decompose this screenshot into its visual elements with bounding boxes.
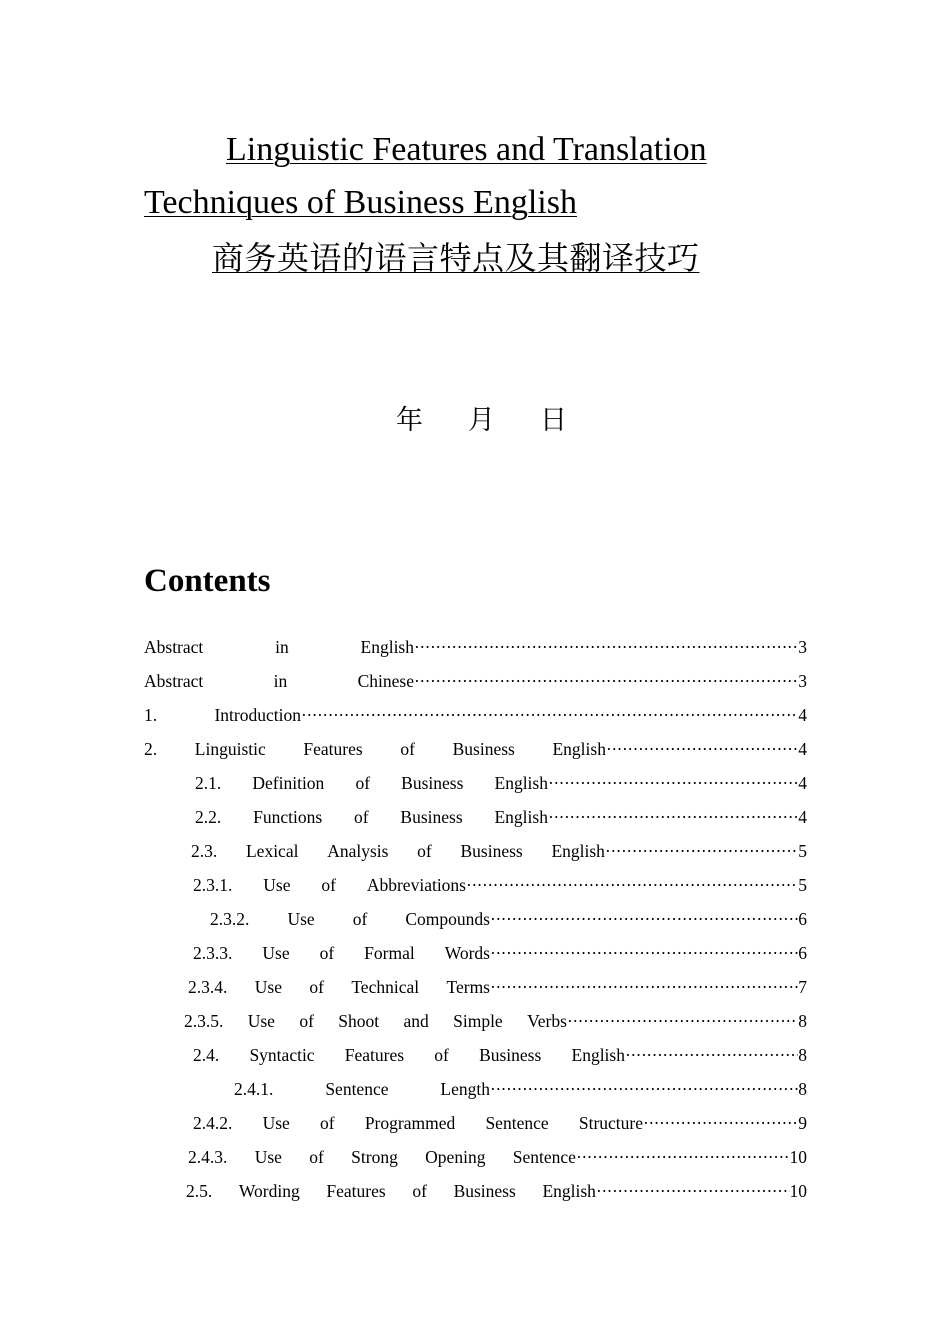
toc-dot-leader: [596, 1181, 790, 1202]
toc-dot-leader: [576, 1147, 790, 1168]
toc-entry-word: Use: [247, 1010, 275, 1031]
toc-entry-word: Simple: [453, 1010, 503, 1031]
toc-entry[interactable]: [144, 630, 807, 664]
toc-entry-word: English: [542, 1180, 596, 1201]
toc-entry-word: of: [320, 1112, 335, 1133]
toc-entry-word: Introduction: [214, 704, 301, 725]
toc-page-number: 8: [798, 1078, 807, 1099]
toc-page-number: 8: [798, 1044, 807, 1065]
toc-entry-word: Technical: [351, 976, 420, 997]
toc-entry[interactable]: [193, 1106, 807, 1140]
toc-entry-word: of: [355, 772, 371, 793]
toc-page-number: 5: [798, 874, 807, 895]
toc-entry-word: of: [417, 840, 432, 861]
toc-entry-word: Business: [400, 806, 463, 827]
toc-entry-word: Formal: [364, 942, 415, 963]
toc-entry-word: English: [360, 636, 414, 657]
toc-entry[interactable]: [144, 664, 807, 698]
toc-entry-word: of: [309, 976, 324, 997]
toc-entry-word: Use: [263, 874, 291, 895]
toc-entry[interactable]: [144, 698, 807, 732]
toc-entry-word: Business: [460, 840, 523, 861]
toc-entry-word: in: [275, 636, 289, 657]
toc-entry-word: 2.5.: [186, 1180, 213, 1201]
toc-entry-word: Terms: [446, 976, 490, 997]
toc-entry-word: of: [353, 806, 369, 827]
toc-entry-word: Analysis: [327, 840, 389, 861]
toc-page-number: 7: [798, 976, 807, 997]
title-line-2: Techniques of Business English: [144, 184, 577, 221]
toc-entry-word: Use: [262, 1112, 290, 1133]
toc-entry-word: of: [412, 1180, 427, 1201]
toc-entry-word: Programmed: [364, 1112, 456, 1133]
toc-entry-title: [234, 1079, 490, 1100]
toc-entry-title: [144, 671, 414, 692]
toc-entry-word: Linguistic: [194, 738, 266, 759]
toc-entry-word: Business: [453, 1180, 516, 1201]
toc-entry[interactable]: [195, 800, 807, 834]
toc-entry-title: [195, 773, 548, 794]
toc-entry-word: English: [551, 840, 605, 861]
toc-entry-word: Features: [326, 1180, 386, 1201]
toc-entry-title: [186, 1181, 596, 1202]
toc-entry[interactable]: [188, 1140, 807, 1174]
toc-entry-word: 2.2.: [195, 806, 222, 827]
toc-entry-word: and: [403, 1010, 429, 1031]
toc-entry-word: 2.4.3.: [188, 1146, 228, 1167]
toc-dot-leader: [606, 739, 798, 760]
toc-entry[interactable]: [234, 1072, 807, 1106]
toc-page-number: 4: [798, 772, 807, 793]
toc-entry-word: Business: [479, 1044, 542, 1065]
toc-entry-title: [191, 841, 605, 862]
toc-entry[interactable]: [186, 1174, 807, 1208]
toc-entry-word: Sentence: [485, 1112, 549, 1133]
toc-dot-leader: [466, 875, 798, 896]
toc-entry-word: in: [273, 670, 288, 691]
toc-entry-word: of: [434, 1044, 449, 1065]
toc-page-number: 6: [798, 942, 807, 963]
toc-dot-leader: [567, 1011, 798, 1032]
toc-entry[interactable]: [193, 868, 807, 902]
toc-entry-word: Opening: [425, 1146, 486, 1167]
toc-dot-leader: [414, 637, 798, 658]
title-chinese: 商务英语的语言特点及其翻译技巧: [212, 239, 700, 277]
title-line-1: Linguistic Features and Translation: [226, 131, 707, 168]
toc-entry-title: [188, 977, 490, 998]
toc-entry-word: Business: [401, 772, 464, 793]
toc-dot-leader: [490, 977, 798, 998]
toc-entry-word: Lexical: [245, 840, 299, 861]
toc-dot-leader: [625, 1045, 798, 1066]
toc-page-number: 10: [789, 1146, 807, 1167]
toc-entry-word: of: [299, 1010, 314, 1031]
toc-entry-word: 2.3.2.: [210, 908, 250, 929]
toc-entry-word: Words: [444, 942, 490, 963]
toc-entry[interactable]: [184, 1004, 807, 1038]
toc-page-number: 9: [798, 1112, 807, 1133]
toc-entry-title: [193, 875, 466, 896]
toc-entry-title: [184, 1011, 567, 1032]
date-day: 日: [540, 405, 567, 436]
toc-entry-word: English: [552, 738, 606, 759]
toc-entry-word: Features: [303, 738, 363, 759]
toc-entry-title: [193, 1113, 643, 1134]
toc-entry-word: Use: [287, 908, 315, 929]
toc-entry-word: Syntactic: [249, 1044, 315, 1065]
toc-entry-word: 2.3.: [191, 840, 218, 861]
toc-entry[interactable]: [144, 732, 807, 766]
toc-entry-word: Sentence: [325, 1078, 389, 1099]
toc-entry-word: Definition: [252, 772, 325, 793]
toc-dot-leader: [490, 909, 798, 930]
toc-entry-word: 2.3.4.: [188, 976, 228, 997]
toc-entry-word: Use: [262, 942, 290, 963]
toc-entry-word: Abstract: [144, 636, 204, 657]
toc-entry-title: [188, 1147, 576, 1168]
toc-entry-word: 2.4.: [193, 1044, 220, 1065]
toc-entry-word: 2.3.3.: [193, 942, 233, 963]
toc-entry-word: Length: [440, 1078, 490, 1099]
toc-entry[interactable]: [193, 1038, 807, 1072]
toc-dot-leader: [605, 841, 798, 862]
toc-page-number: 4: [798, 806, 807, 827]
toc-entry-word: 2.: [144, 738, 158, 759]
toc-page-number: 3: [798, 670, 807, 691]
toc-entry-word: Use: [254, 976, 282, 997]
toc-page-number: 4: [798, 704, 807, 725]
toc-page-number: 8: [798, 1010, 807, 1031]
toc-entry-word: Structure: [578, 1112, 643, 1133]
toc-dot-leader: [301, 705, 798, 726]
toc-page-number: 10: [789, 1180, 807, 1201]
toc-dot-leader: [548, 773, 798, 794]
toc-entry-word: Features: [344, 1044, 405, 1065]
toc-entry-word: 2.1.: [195, 772, 222, 793]
date-year: 年: [396, 405, 423, 436]
toc-entry-title: [193, 1045, 625, 1066]
toc-dot-leader: [490, 943, 798, 964]
toc-entry-word: 2.3.1.: [193, 874, 233, 895]
toc-entry[interactable]: [195, 766, 807, 800]
toc-dot-leader: [414, 671, 798, 692]
toc-page-number: 5: [798, 840, 807, 861]
toc-entry-word: 2.4.1.: [234, 1078, 274, 1099]
toc-entry[interactable]: [193, 936, 807, 970]
toc-entry-title: [144, 705, 301, 726]
toc-entry-title: [144, 637, 414, 658]
toc-entry-word: 1.: [144, 704, 158, 725]
toc-entry-word: of: [400, 738, 415, 759]
date-line: [396, 404, 567, 438]
toc-entry-word: Chinese: [357, 670, 414, 691]
toc-dot-leader: [548, 807, 798, 828]
toc-entry-word: Shoot: [338, 1010, 380, 1031]
toc-entry-word: Abbreviations: [366, 874, 466, 895]
toc-entry-word: English: [571, 1044, 625, 1065]
toc-entry-word: 2.3.5.: [184, 1010, 224, 1031]
toc-page-number: 3: [798, 636, 807, 657]
toc-page-number: 4: [798, 738, 807, 759]
toc-entry[interactable]: [191, 834, 807, 868]
toc-entry-title: [210, 909, 490, 930]
contents-heading: Contents: [144, 563, 271, 599]
toc-entry-word: English: [494, 772, 548, 793]
toc-entry-title: [195, 807, 548, 828]
toc-entry-title: [193, 943, 490, 964]
toc-entry-word: Abstract: [144, 670, 204, 691]
toc-entry-word: of: [352, 908, 368, 929]
toc-entry[interactable]: [188, 970, 807, 1004]
date-month: 月: [468, 405, 495, 436]
toc-entry-word: Compounds: [405, 908, 490, 929]
toc-entry-word: Business: [452, 738, 515, 759]
toc-page-number: 6: [798, 908, 807, 929]
toc-entry-word: of: [309, 1146, 324, 1167]
toc-entry-word: Functions: [253, 806, 323, 827]
toc-entry-title: [144, 739, 606, 760]
toc-dot-leader: [490, 1079, 798, 1100]
toc-entry-word: Verbs: [527, 1010, 567, 1031]
toc-entry-word: of: [319, 942, 335, 963]
toc-entry[interactable]: [210, 902, 807, 936]
toc-entry-word: Wording: [238, 1180, 300, 1201]
toc-dot-leader: [643, 1113, 798, 1134]
toc-entry-word: Sentence: [512, 1146, 576, 1167]
toc-entry-word: 2.4.2.: [193, 1112, 233, 1133]
toc-entry-word: of: [321, 874, 336, 895]
toc-entry-word: English: [494, 806, 548, 827]
toc-entry-word: Use: [254, 1146, 282, 1167]
toc-entry-word: Strong: [351, 1146, 398, 1167]
